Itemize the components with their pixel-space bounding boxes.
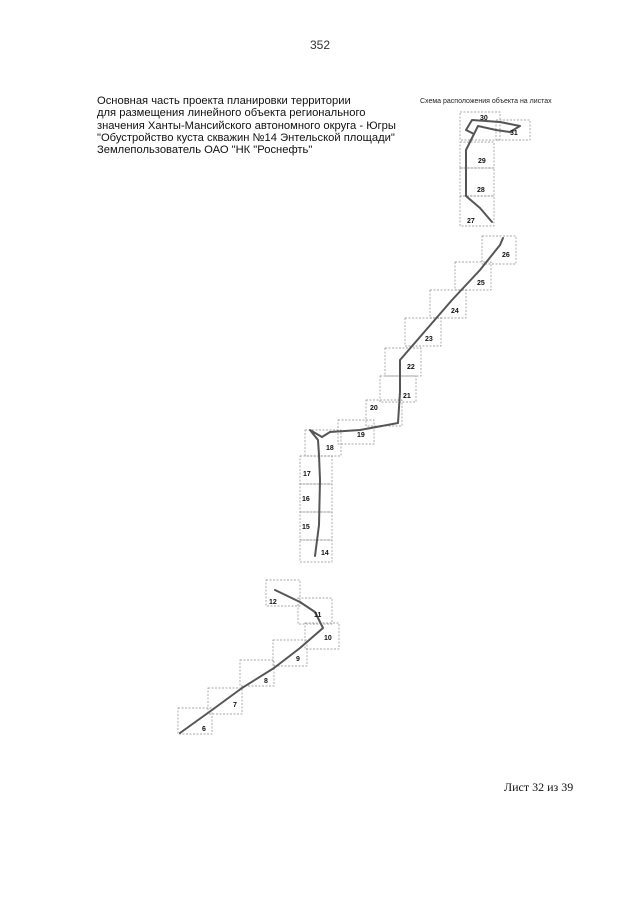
sheet-frame-25: [455, 262, 491, 290]
sheet-label-7: 7: [233, 702, 237, 709]
sheet-label-12: 12: [269, 599, 277, 606]
sheet-label-15: 15: [302, 524, 310, 531]
sheet-label-24: 24: [451, 308, 459, 315]
sheet-label-25: 25: [477, 280, 485, 287]
title-line-2: для размещения линейного объекта регионального: [97, 107, 366, 120]
sheet-label-10: 10: [324, 635, 332, 642]
route-segment-south: [180, 590, 323, 733]
sheet-frame-8: [240, 660, 274, 686]
sheet-label-28: 28: [477, 187, 485, 194]
scheme-caption: Схема расположения объекта на листах: [420, 98, 552, 105]
sheet-frame-22: [385, 348, 421, 376]
sheet-label-6: 6: [202, 726, 206, 733]
sheet-label-18: 18: [326, 445, 334, 452]
sheet-frame-17: [300, 456, 332, 484]
sheet-frame-20: [366, 400, 402, 426]
sheet-label-9: 9: [296, 656, 300, 663]
sheet-label-26: 26: [502, 252, 510, 259]
sheet-label-17: 17: [303, 471, 311, 478]
sheet-label-8: 8: [264, 678, 268, 685]
sheet-label-22: 22: [407, 364, 415, 371]
sheet-labels: [202, 115, 518, 733]
sheet-label-20: 20: [370, 405, 378, 412]
sheet-label-23: 23: [425, 336, 433, 343]
title-line-4: "Обустройство куста скважин №14 Энтельской площади": [97, 131, 395, 144]
title-line-5: Землепользователь ОАО "НК "Роснефть": [97, 144, 313, 157]
route-line: [180, 120, 520, 733]
sheet-label-16: 16: [302, 496, 310, 503]
sheet-label-30: 30: [480, 115, 488, 122]
title-line-3: значения Ханты-Мансийского автономного округа - Югры: [97, 119, 396, 132]
sheet-label-19: 19: [357, 432, 365, 439]
sheet-label-31: 31: [510, 130, 518, 137]
sheet-frame-27: [460, 196, 494, 226]
sheet-label-27: 27: [467, 218, 475, 225]
sheet-frame-9: [273, 640, 307, 666]
sheet-label-21: 21: [403, 393, 411, 400]
sheet-frame-18: [305, 430, 341, 456]
sheet-label-29: 29: [478, 158, 486, 165]
sheet-label-11: 11: [314, 612, 322, 619]
title-line-1: Основная часть проекта планировки территории: [97, 95, 351, 107]
sheet-label-14: 14: [321, 550, 329, 557]
sheet-counter: Лист 32 из 39: [504, 780, 574, 794]
page-number: 352: [309, 38, 331, 52]
